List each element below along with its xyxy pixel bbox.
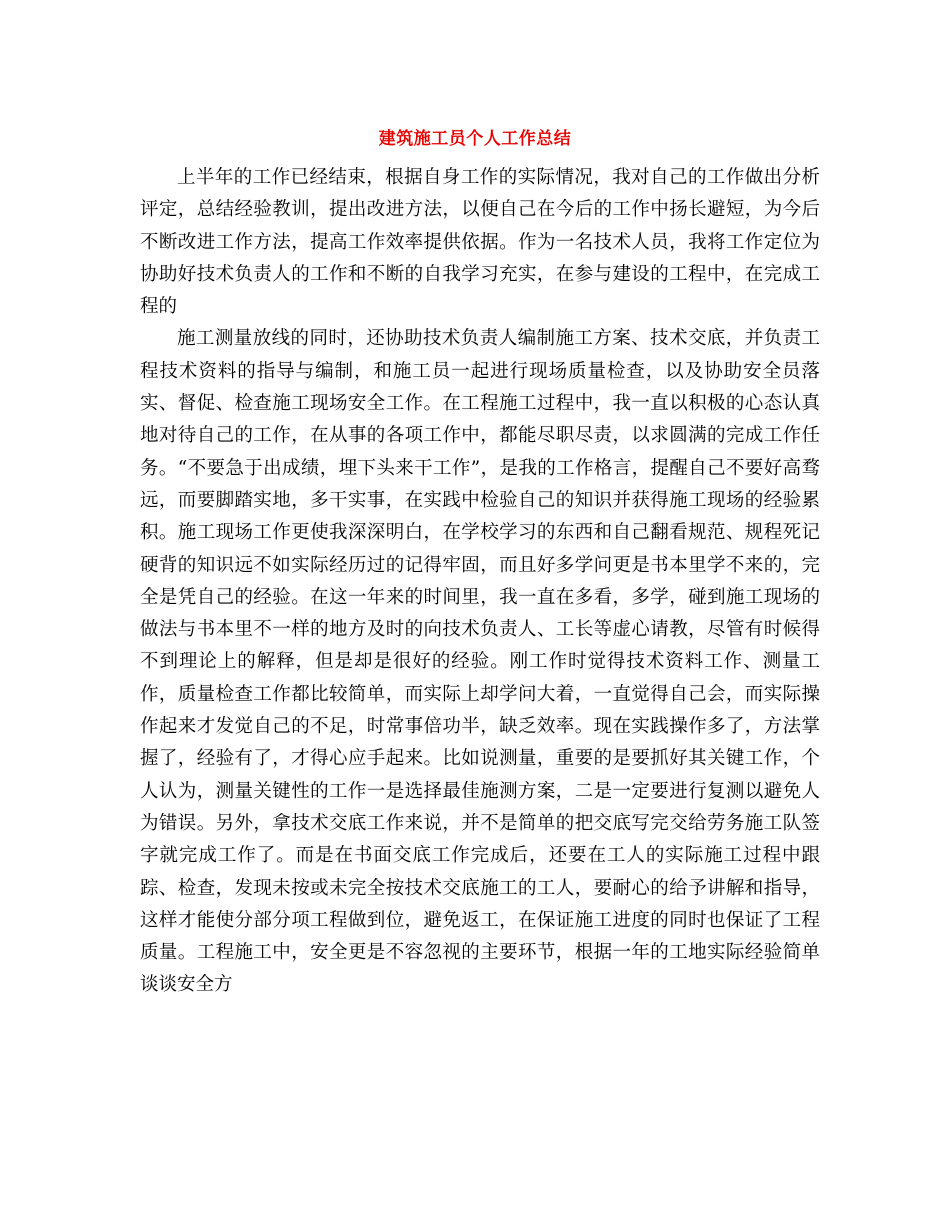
document-body xyxy=(140,162,820,1002)
document-title: 建筑施工员个人工作总结 xyxy=(378,129,572,149)
paragraph: 施工测量放线的同时，还协助技术负责人编制施工方案、技术交底，并负责工程技术资料的指导与编制，和施工员一起进行现场质量检查，以及协助安全员落实、督促、检查施工现场安全工作。在工程施工过程中，我一直以积极的心态认真地对待自己的工作，在从事的各项工作中，都能尽职尽责，以求圆满的完成工作任务。“不要急于出成绩，埋下头来干工作”，是我的工作格言，提醒自己不要好高骛远，而要脚踏实地，多干实事，在实践中检验自己的知识并获得施工现场的经验累积。施工现场工作更使我深深明白，在学校学习的东西和自己翻看规范、规程死记硬背的知识远不如实际经历过的记得牢固，而且好多学问更是书本里学不来的，完全是凭自己的经验。在这一年来的时间里，我一直在多看，多学，碰到施工现场的做法与书本里不一样的地方及时的向技术负责人、工长等虚心请教，尽管有时候得不到理论上的解释，但是却是很好的经验。刚工作时觉得技术资料工作、测量工作，质量检查工作都比较简单，而实际上却学问大着，一直觉得自己会，而实际操作起来才发觉自己的不足，时常事倍功半，缺乏效率。现在实践操作多了，方法掌握了，经验有了，才得心应手起来。比如说测量，重要的是要抓好其关键工作，个人认为，测量关键性的工作一是选择最佳施测方案，二是一定要进行复测以避免人为错误。另外，拿技术交底工作来说，并不是简单的把交底写完交给劳务施工队签字就完成工作了。而是在书面交底工作完成后，还要在工人的实际施工过程中跟踪、检查，发现未按或未完全按技术交底施工的工人，要耐心的给予讲解和指导，这样才能使分部分项工程做到位，避免返工，在保证施工进度的同时也保证了工程质量。工程施工中，安全更是不容忽视的主要环节，根据一年的工地实际经验简单谈谈安全方 xyxy=(140,328,820,996)
paragraph: 上半年的工作已经结束，根据自身工作的实际情况，我对自己的工作做出分析评定，总结经验教训，提出改进方法，以便自己在今后的工作中扬长避短，为今后不断改进工作方法，提高工作效率提供依据。作为一名技术人员，我将工作定位为协助好技术负责人的工作和不断的自我学习充实，在参与建设的工程中，在完成工程的 xyxy=(140,167,820,318)
